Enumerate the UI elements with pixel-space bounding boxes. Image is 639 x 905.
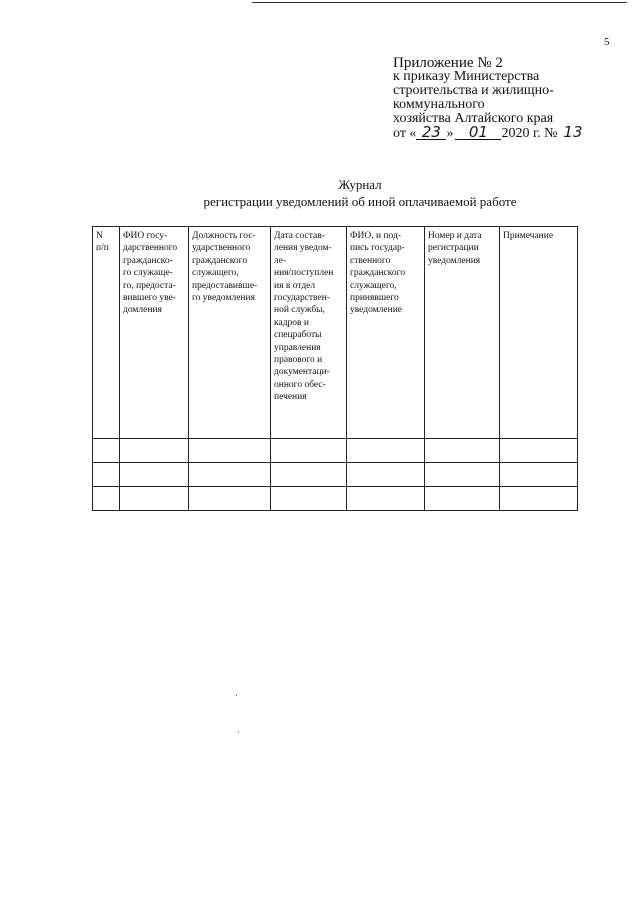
appendix-block: [393, 56, 628, 141]
scan-edge-line: [252, 2, 627, 3]
table-cell: [93, 439, 120, 463]
table-cell: [500, 463, 578, 487]
header-receipt-date: Дата состав- ления уведом- ле- ния/поступлен ия в отдел государствен- ной службы, кадров и спецработы управления правового и документаци- онного обес- печения: [271, 227, 347, 439]
header-number: N п/п: [93, 227, 120, 439]
table-cell: [271, 463, 347, 487]
table-cell: [347, 463, 425, 487]
table-cell: [425, 439, 500, 463]
table-cell: [425, 487, 500, 511]
appendix-line: коммунального: [393, 97, 485, 112]
table-cell: [347, 487, 425, 511]
scan-speck: [238, 732, 239, 733]
table-row: [93, 439, 578, 463]
handwritten-order-number: 13: [563, 123, 583, 141]
journal-subtitle: регистрации уведомлений об иной оплачиваемой работе: [203, 194, 517, 209]
appendix-title: Приложение № 2: [393, 55, 503, 71]
appendix-line: хозяйства Алтайского края: [393, 111, 554, 126]
table-cell: [500, 439, 578, 463]
table-row: [93, 463, 578, 487]
table-cell: [271, 487, 347, 511]
scan-speck: [236, 695, 237, 696]
date-separator: »: [446, 126, 454, 141]
table-cell: [189, 463, 271, 487]
handwritten-day: 23: [416, 126, 446, 140]
handwritten-month: 01: [455, 126, 501, 140]
table-row: [93, 487, 578, 511]
table-cell: [93, 487, 120, 511]
header-registration-number: Номер и дата регистрации уведомления: [425, 227, 500, 439]
date-year: 2020 г. №: [501, 126, 558, 141]
table-header-row: [93, 227, 578, 439]
table-cell: [93, 463, 120, 487]
table-cell: [271, 439, 347, 463]
journal-heading: [100, 176, 620, 210]
date-prefix: от «: [393, 126, 417, 141]
table-cell: [500, 487, 578, 511]
header-position: Должность гос- ударственного гражданского служащего, предоставивше- го уведомления: [189, 227, 271, 439]
appendix-line: строительства и жилищно-: [393, 83, 554, 98]
header-notes: Примечание: [500, 227, 578, 439]
page-number: 5: [604, 36, 610, 48]
table-cell: [425, 463, 500, 487]
appendix-line: к приказу Министерства: [393, 69, 540, 84]
header-receiver-signature: ФИО. и под- пись государ- ственного гражданского служащего, принявшего уведомление: [347, 227, 425, 439]
table-cell: [189, 439, 271, 463]
journal-table: [92, 226, 578, 511]
table-cell: [347, 439, 425, 463]
journal-title: Журнал: [338, 177, 382, 192]
table-cell: [120, 487, 189, 511]
table-cell: [189, 487, 271, 511]
header-employee-name: ФИО госу- дарственного гражданско- го служаще- го, предоста- вившего уве- домления: [120, 227, 189, 439]
table-cell: [120, 463, 189, 487]
table-cell: [120, 439, 189, 463]
appendix-date-line: [393, 123, 628, 141]
